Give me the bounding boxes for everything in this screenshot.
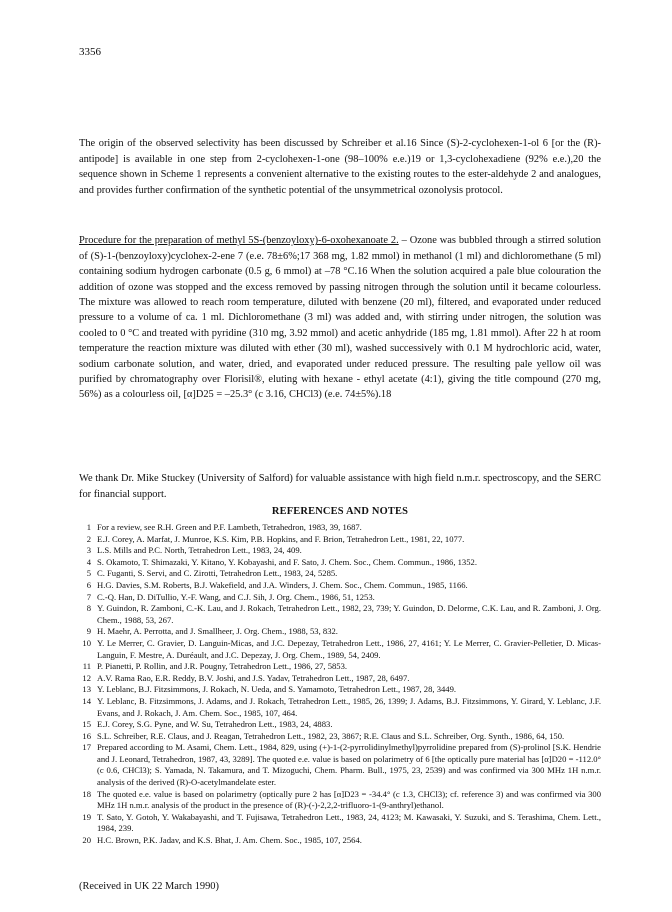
reference-text: C. Fuganti, S. Servi, and C. Zirotti, Tetrahedron Lett., 1983, 24, 5285. xyxy=(97,568,338,579)
reference-number: 12 xyxy=(82,672,91,683)
reference-item xyxy=(79,580,601,592)
reference-number: 17 xyxy=(82,742,91,753)
reference-item xyxy=(79,719,601,731)
reference-item xyxy=(79,684,601,696)
reference-text: Y. Le Merrer, C. Gravier, D. Languin-Micas, and J.C. Depezay, Tetrahedron Lett., 1986, 27, 4161; Y. Le Merrer, C. Gravier-Pelletier, D. Micas-Languin, F. Mestre, A. Duréault, and J.C. Depezay, J. Org. Chem., 1989, 54, 2409. xyxy=(97,637,601,660)
reference-text: The quoted e.e. value is based on polarimetry (optically pure 2 has [α]D23 = -34.4° (c 1.3, CHCl3); cf. reference 3) and was confirmed via 300 MHz 1H n.m.r. analysis of the product in the presence of (R)-(-)-2,2,2-trifluoro-1-(9-anthryl)ethanol. xyxy=(97,788,601,811)
reference-item xyxy=(79,568,601,580)
reference-text: S.L. Schreiber, R.E. Claus, and J. Reagan, Tetrahedron Lett., 1982, 23, 3867; R.E. Claus and S.L. Schreiber, Org. Synth., 1986, 64, 150. xyxy=(97,730,565,741)
reference-item xyxy=(79,789,601,812)
reference-number: 8 xyxy=(86,603,91,614)
discussion-paragraph: The origin of the observed selectivity has been discussed by Schreiber et al.16 Since (S)-2-cyclohexen-1-ol 6 [or the (R)-antipode] is available in one step from 2-cyclohexen-1-one (98–100% e.e.)19 or 1,3-cyclohexadiene (92% e.e.),20 the sequence shown in Scheme 1 represents a convenient alternative to the existing routes to the ester-aldehyde 2 and analogues, and provides further confirmation of the synthetic potential of the unsymmetrical ozonolysis protocol. xyxy=(79,138,601,196)
acknowledgements-paragraph: We thank Dr. Mike Stuckey (University of Salford) for valuable assistance with high field n.m.r. spectroscopy, and the SERC for financial support. xyxy=(79,473,601,500)
reference-number: 13 xyxy=(82,684,91,695)
reference-text: T. Sato, Y. Gotoh, Y. Wakabayashi, and T. Fujisawa, Tetrahedron Lett., 1983, 24, 4123; M. Kawasaki, Y. Suzuki, and S. Terashima, Chem. Lett., 1984, 239. xyxy=(97,811,601,834)
reference-item xyxy=(79,812,601,835)
reference-item xyxy=(79,696,601,719)
reference-number: 15 xyxy=(82,719,91,730)
reference-number: 14 xyxy=(82,695,91,706)
reference-item xyxy=(79,557,601,569)
reference-text: C.-Q. Han, D. DiTullio, Y.-F. Wang, and C.J. Sih, J. Org. Chem., 1986, 51, 1253. xyxy=(97,591,375,602)
reference-text: Prepared according to M. Asami, Chem. Lett., 1984, 829, using (+)-1-(2-pyrrolidinylmethyl)pyrrolidine prepared from (S)-prolinol [S.K. Hendrie and J. Leonard, Tetrahedron, 1987, 43, 3289]. The quoted e.e. value is based on polarimetry of 6 [the optically pure material has [α]D20 = -112.0° (c 0.6, CHCl3); S. Yamada, N. Takamura, and T. Mizoguchi, Chem. Pharm. Bull., 1975, 23, 2539) and was confirmed via 300 MHz 1H n.m.r. analysis of the derived (R)-O-acetylmandelate ester. xyxy=(97,742,601,788)
procedure-paragraph xyxy=(79,233,601,402)
reference-number: 16 xyxy=(82,730,91,741)
reference-item xyxy=(79,835,601,847)
reference-number: 18 xyxy=(82,788,91,799)
reference-text: A.V. Rama Rao, E.R. Reddy, B.V. Joshi, and J.S. Yadav, Tetrahedron Lett., 1987, 28, 6497. xyxy=(97,672,410,683)
reference-item xyxy=(79,661,601,673)
reference-text: S. Okamoto, T. Shimazaki, Y. Kitano, Y. Kobayashi, and F. Sato, J. Chem. Soc., Chem. Commun., 1986, 1352. xyxy=(97,556,477,567)
reference-item xyxy=(79,603,601,626)
reference-text: L.S. Mills and P.C. North, Tetrahedron Lett., 1983, 24, 409. xyxy=(97,545,302,556)
procedure-text: – Ozone was bubbled through a stirred solution of (S)-1-(benzoyloxy)cyclohex-2-ene 7 (e.e. 78±6%;17 368 mg, 1.82 mmol) in methanol (1 ml) and dichloromethane (5 ml) containing sodium hydrogen carbonate (0.5 g, 6 mmol) at –78 °C.16 When the solution acquired a pale blue colouration the addition of ozone was stopped and the excess removed by passing nitrogen through the solution until it became colourless. The mixture was allowed to reach room temperature, diluted with benzene (20 ml), filtered, and evaporated under reduced pressure to a volume of ca. 1 ml. Dichloromethane (3 ml) was added and, with stirring under nitrogen, the solution was cooled to 0 °C and treated with pyridine (310 mg, 3.92 mmol) and acetic anhydride (185 mg, 1.81 mmol). After 22 h at room temperature the reaction mixture was diluted with ether (30 ml), washed successively with 0.1 M hydrochloric acid, water, sodium carbonate solution, and water, dried, and evaporated under reduced pressure. The resulting pale yellow oil was purified by chromatography over Florisil®, eluting with hexane - ethyl acetate (4:1), giving the title compound (270 mg, 56%) as a colourless oil, [α]D25 = –25.3° (c 3.16, CHCl3) (e.e. 74±5%).18 xyxy=(79,235,601,401)
references-list xyxy=(79,522,601,847)
reference-text: Y. Guindon, R. Zamboni, C.-K. Lau, and J. Rokach, Tetrahedron Lett., 1982, 23, 739; Y. Guindon, D. Delorme, C.K. Lau, and R. Zamboni, J. Org. Chem., 1988, 53, 267. xyxy=(97,603,601,625)
reference-text: P. Pianetti, P. Rollin, and J.R. Pougny, Tetrahedron Lett., 1986, 27, 5853. xyxy=(97,661,348,672)
reference-item xyxy=(79,731,601,743)
reference-text: H. Maehr, A. Perrotta, and J. Smallheer, J. Org. Chem., 1988, 53, 832. xyxy=(97,626,338,637)
reference-text: E.J. Corey, A. Marfat, J. Munroe, K.S. Kim, P.B. Hopkins, and F. Brion, Tetrahedron Lett., 1981, 22, 1077. xyxy=(97,533,465,544)
reference-item xyxy=(79,592,601,604)
reference-number: 11 xyxy=(82,661,91,672)
reference-text: For a review, see R.H. Green and P.F. Lambeth, Tetrahedron, 1983, 39, 1687. xyxy=(97,522,362,532)
reference-item xyxy=(79,522,601,534)
procedure-heading: Procedure for the preparation of methyl 5S-(benzoyloxy)-6-oxohexanoate 2. xyxy=(79,235,399,247)
reference-number: 1 xyxy=(86,522,91,532)
reference-number: 7 xyxy=(86,591,91,602)
reference-number: 6 xyxy=(86,579,91,590)
references-heading: REFERENCES AND NOTES xyxy=(271,506,409,517)
reference-item xyxy=(79,534,601,546)
reference-item xyxy=(79,638,601,661)
received-date: (Received in UK 22 March 1990) xyxy=(79,881,219,892)
page-number: 3356 xyxy=(79,46,101,58)
reference-number: 4 xyxy=(86,556,91,567)
reference-number: 2 xyxy=(86,533,91,544)
reference-text: H.G. Davies, S.M. Roberts, B.J. Wakefield, and J.A. Winders, J. Chem. Soc., Chem. Commun., 1985, 1166. xyxy=(97,579,468,590)
reference-text: E.J. Corey, S.G. Pyne, and W. Su, Tetrahedron Lett., 1983, 24, 4883. xyxy=(97,719,333,730)
reference-number: 19 xyxy=(82,811,91,822)
reference-item xyxy=(79,673,601,685)
reference-number: 9 xyxy=(86,626,91,637)
reference-item xyxy=(79,626,601,638)
reference-number: 5 xyxy=(86,568,91,579)
reference-number: 20 xyxy=(82,835,91,846)
reference-number: 10 xyxy=(82,637,91,648)
reference-text: H.C. Brown, P.K. Jadav, and K.S. Bhat, J. Am. Chem. Soc., 1985, 107, 2564. xyxy=(97,835,362,846)
reference-item xyxy=(79,742,601,788)
reference-item xyxy=(79,545,601,557)
reference-number: 3 xyxy=(86,545,91,556)
reference-text: Y. Leblanc, B. Fitzsimmons, J. Adams, and J. Rokach, Tetrahedron Lett., 1985, 26, 1399; J. Adams, B.J. Fitzsimmons, Y. Girard, Y. Leblanc, J.F. Evans, and J. Rokach, J. Am. Chem. Soc., 1985, 107, 464. xyxy=(97,695,601,718)
reference-text: Y. Leblanc, B.J. Fitzsimmons, J. Rokach, N. Ueda, and S. Yamamoto, Tetrahedron Lett., 1987, 28, 3449. xyxy=(97,684,457,695)
